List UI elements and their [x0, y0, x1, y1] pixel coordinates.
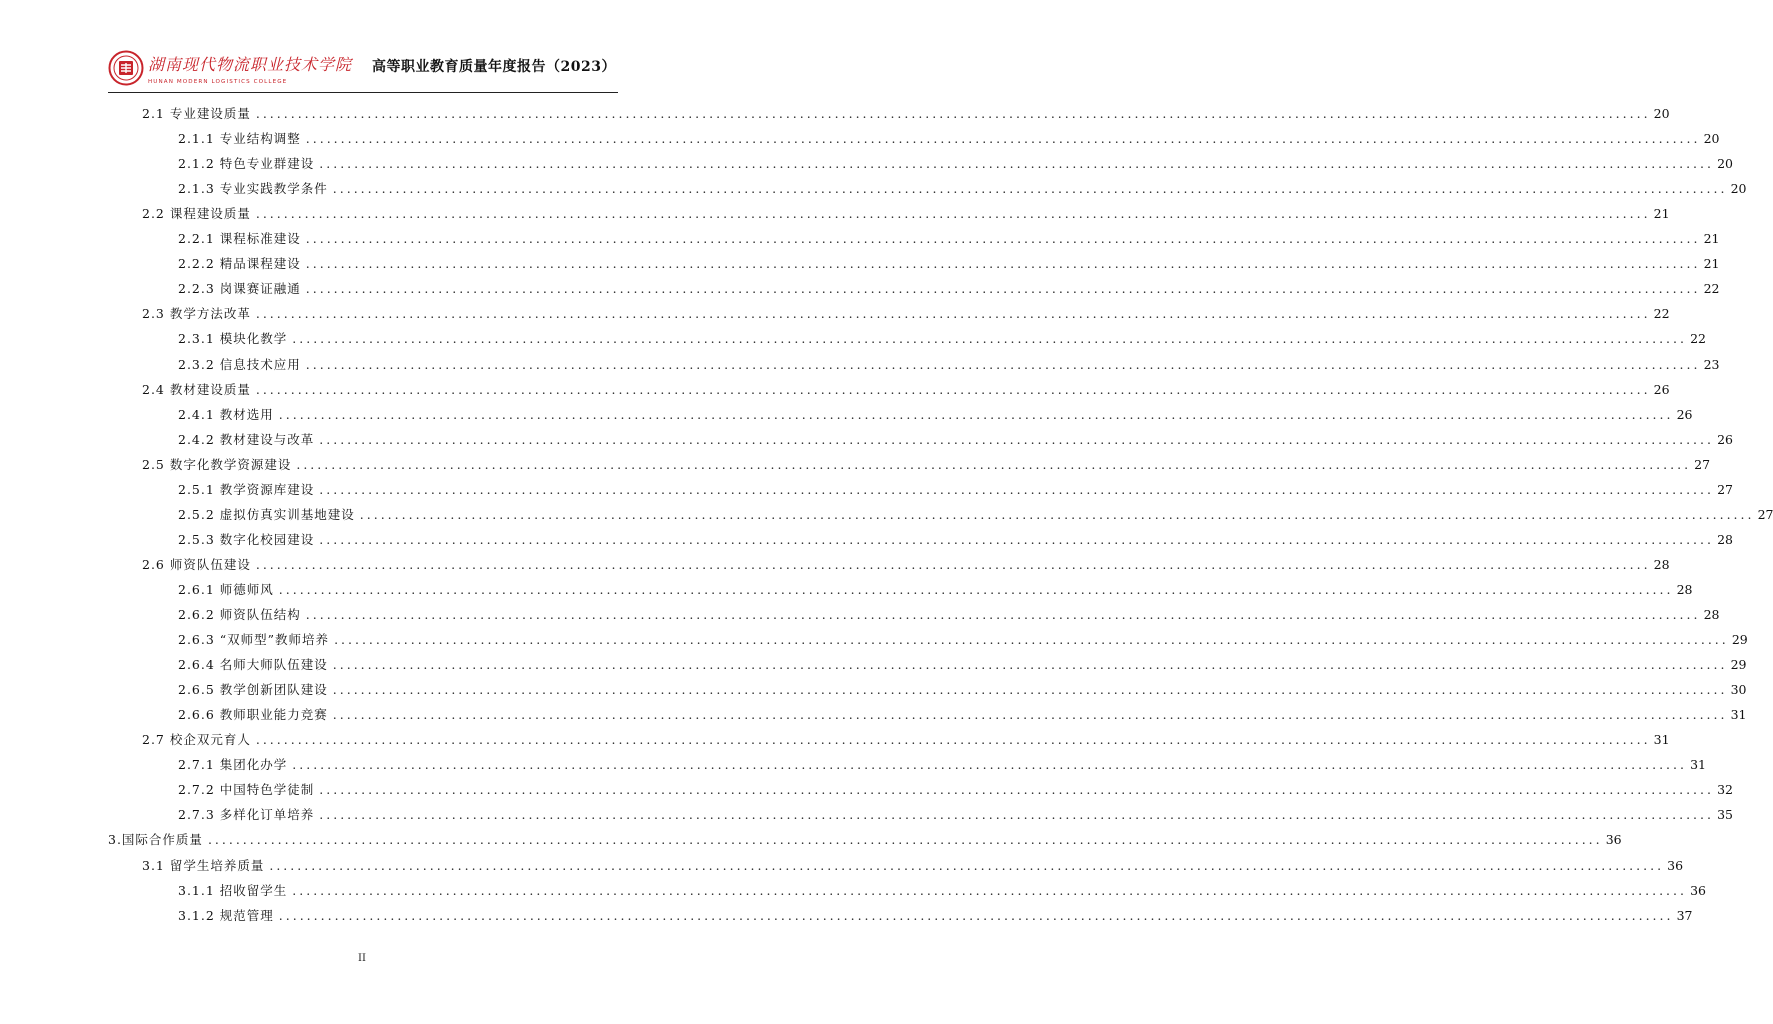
logo-text: 湖南现代物流职业技术学院 — [148, 55, 353, 74]
toc-entry-label: 2.4.2 教材建设与改革 — [178, 431, 315, 447]
toc-entry-page: 22 — [1653, 306, 1670, 322]
toc-entry-page: 30 — [1730, 682, 1747, 698]
toc-entry-label: 2.2.3 岗课赛证融通 — [178, 281, 301, 297]
toc-entry-label: 2.2 课程建设质量 — [142, 206, 251, 222]
toc-entry-page: 27 — [1717, 481, 1733, 497]
toc-entry-page: 28 — [1703, 607, 1720, 622]
toc-entry-page: 28 — [1676, 581, 1693, 597]
toc-entry-page: 21 — [1653, 206, 1670, 222]
toc-entry-page: 22 — [1690, 331, 1706, 347]
toc-entry-page: 20 — [1703, 131, 1720, 147]
toc-entry[interactable] — [178, 401, 1693, 423]
toc-entry-label: 2.6 师资队伍建设 — [142, 556, 251, 572]
toc-entry-page: 20 — [1730, 181, 1747, 197]
toc-dot-leader: ........................................................................................................................................................................................................ — [305, 131, 1701, 147]
toc-entry[interactable] — [178, 701, 1747, 723]
toc-dot-leader: ........................................................................................................................................................................................................ — [334, 632, 1729, 648]
toc-entry-page: 28 — [1653, 556, 1670, 572]
toc-entry-page: 23 — [1703, 356, 1720, 372]
toc-dot-leader: ........................................................................................................................................................................................................ — [305, 356, 1701, 372]
toc-dot-leader: ........................................................................................................................................................................................................ — [255, 556, 1651, 572]
toc-dot-leader: ........................................................................................................................................................................................................ — [332, 707, 1728, 723]
toc-entry-label: 2.5 数字化教学资源建设 — [142, 456, 292, 472]
toc-dot-leader: ........................................................................................................................................................................................................ — [319, 481, 1714, 497]
toc-entry-page: 22 — [1703, 281, 1720, 297]
toc-entry-label: 2.7.1 集团化办学 — [178, 757, 288, 773]
toc-entry[interactable] — [178, 526, 1733, 548]
toc-entry[interactable] — [178, 576, 1693, 598]
toc-entry-label: 2.3.2 信息技术应用 — [178, 356, 301, 372]
page-header — [108, 40, 618, 90]
toc-entry[interactable] — [142, 200, 1670, 222]
report-title: 高等职业教育质量年度报告（2023） — [372, 59, 616, 75]
college-logo — [108, 48, 353, 88]
toc-entry[interactable] — [178, 125, 1720, 147]
toc-entry[interactable] — [108, 826, 1622, 848]
toc-dot-leader: ........................................................................................................................................................................................................ — [207, 832, 1603, 848]
toc-entry[interactable] — [142, 100, 1670, 122]
toc-entry-label: 2.5.1 教学资源库建设 — [178, 481, 315, 497]
toc-entry-page: 21 — [1703, 256, 1720, 272]
toc-entry-page: 26 — [1653, 381, 1670, 397]
toc-entry[interactable] — [178, 325, 1706, 347]
toc-entry-label: 3.1.1 招收留学生 — [178, 882, 288, 898]
toc-entry-label: 2.6.1 师德师风 — [178, 581, 274, 597]
toc-entry-page: 35 — [1717, 807, 1733, 823]
toc-entry-page: 36 — [1605, 832, 1622, 848]
toc-entry-label: 2.2.1 课程标准建设 — [178, 231, 301, 247]
toc-dot-leader: ........................................................................................................................................................................................................ — [255, 732, 1651, 748]
toc-entry[interactable] — [142, 852, 1684, 874]
toc-dot-leader: ........................................................................................................................................................................................................ — [278, 581, 1674, 597]
toc-entry-label: 2.6.5 教学创新团队建设 — [178, 682, 328, 698]
toc-entry[interactable] — [178, 476, 1733, 498]
toc-dot-leader: ........................................................................................................................................................................................................ — [278, 406, 1674, 422]
header-divider — [108, 92, 618, 93]
toc-entry-label: 3.国际合作质量 — [108, 832, 203, 848]
toc-entry[interactable] — [178, 150, 1733, 172]
toc-entry[interactable] — [142, 726, 1670, 748]
toc-entry[interactable] — [178, 651, 1747, 673]
toc-entry-label: 2.3.1 模块化教学 — [178, 331, 288, 347]
toc-entry[interactable] — [178, 902, 1693, 924]
toc-dot-leader: ........................................................................................................................................................................................................ — [319, 431, 1714, 447]
toc-entry-label: 2.4.1 教材选用 — [178, 406, 274, 422]
toc-entry-page: 27 — [1694, 456, 1711, 472]
toc-entry-label: 2.7.3 多样化订单培养 — [178, 807, 315, 823]
toc-entry[interactable] — [178, 351, 1720, 373]
toc-entry[interactable] — [178, 275, 1720, 297]
toc-dot-leader: ........................................................................................................................................................................................................ — [319, 807, 1714, 823]
toc-entry-page: 37 — [1676, 907, 1693, 923]
toc-entry[interactable] — [178, 801, 1733, 823]
toc-entry-page: 28 — [1717, 531, 1733, 547]
toc-dot-leader: ........................................................................................................................................................................................................ — [269, 857, 1665, 873]
toc-entry-label: 2.1.1 专业结构调整 — [178, 131, 301, 147]
toc-entry-page: 26 — [1676, 406, 1693, 422]
toc-dot-leader: ........................................................................................................................................................................................................ — [292, 331, 1687, 347]
page-number: II — [358, 953, 366, 964]
toc-entry-page: 36 — [1690, 882, 1706, 898]
toc-dot-leader: ........................................................................................................................................................................................................ — [278, 907, 1674, 923]
toc-entry[interactable] — [178, 250, 1720, 272]
toc-entry-label: 2.7.2 中国特色学徒制 — [178, 782, 315, 798]
toc-dot-leader: ........................................................................................................................................................................................................ — [296, 456, 1692, 472]
toc-dot-leader: ........................................................................................................................................................................................................ — [255, 206, 1651, 222]
toc-dot-leader: ........................................................................................................................................................................................................ — [255, 306, 1651, 322]
toc-dot-leader: ........................................................................................................................................................................................................ — [305, 231, 1701, 247]
toc-entry[interactable] — [142, 451, 1711, 473]
toc-dot-leader: ........................................................................................................................................................................................................ — [255, 106, 1651, 121]
toc-dot-leader: ........................................................................................................................................................................................................ — [305, 607, 1701, 622]
toc-dot-leader: ........................................................................................................................................................................................................ — [255, 381, 1651, 397]
toc-entry[interactable] — [178, 676, 1747, 698]
toc-entry[interactable] — [178, 751, 1706, 773]
toc-entry-page: 26 — [1717, 431, 1733, 447]
toc-entry[interactable] — [178, 626, 1748, 648]
toc-entry-label: 2.6.3 “双师型”教师培养 — [178, 632, 330, 648]
toc-entry[interactable] — [142, 551, 1670, 573]
toc-entry-label: 2.5.2 虚拟仿真实训基地建设 — [178, 506, 355, 522]
toc-entry[interactable] — [142, 300, 1670, 322]
toc-entry-page: 31 — [1690, 757, 1706, 773]
toc-dot-leader: ........................................................................................................................................................................................................ — [332, 682, 1728, 698]
college-seal-icon — [110, 52, 143, 85]
toc-dot-leader: ........................................................................................................................................................................................................ — [319, 156, 1714, 172]
toc-entry[interactable] — [178, 426, 1733, 448]
toc-entry[interactable] — [178, 225, 1720, 247]
toc-dot-leader: ........................................................................................................................................................................................................ — [305, 256, 1701, 272]
toc-entry[interactable] — [178, 776, 1733, 798]
toc-entry-page: 27 — [1757, 506, 1773, 522]
toc-dot-leader: ........................................................................................................................................................................................................ — [292, 757, 1687, 773]
toc-entry-page: 21 — [1703, 231, 1720, 247]
toc-entry-page: 32 — [1717, 782, 1733, 798]
toc-entry-page: 36 — [1667, 857, 1684, 873]
toc-entry[interactable] — [142, 376, 1670, 398]
toc-entry-page: 20 — [1653, 106, 1670, 121]
toc-entry-page: 31 — [1653, 732, 1670, 748]
toc-entry-page: 20 — [1717, 156, 1733, 172]
toc-entry[interactable] — [178, 877, 1706, 899]
toc-entry-label: 2.7 校企双元育人 — [142, 732, 251, 748]
toc-entry-label: 2.2.2 精品课程建设 — [178, 256, 301, 272]
toc-entry-page: 29 — [1731, 632, 1748, 648]
toc-entry-page: 29 — [1730, 657, 1747, 673]
logo-english: HUNAN MODERN LOGISTICS COLLEGE — [148, 79, 288, 85]
toc-entry[interactable] — [178, 601, 1720, 623]
toc-entry[interactable] — [178, 175, 1747, 197]
toc-entry-label: 2.5.3 数字化校园建设 — [178, 531, 315, 547]
toc-entry-label: 2.4 教材建设质量 — [142, 381, 251, 397]
toc-entry-label: 2.6.2 师资队伍结构 — [178, 607, 301, 622]
toc-dot-leader: ........................................................................................................................................................................................................ — [292, 882, 1687, 898]
toc-entry-label: 2.3 教学方法改革 — [142, 306, 251, 322]
toc-entry[interactable] — [178, 501, 1773, 523]
toc-entry-label: 2.1.2 特色专业群建设 — [178, 156, 315, 172]
toc-entry-label: 2.6.6 教师职业能力竞赛 — [178, 707, 328, 723]
toc-entry-label: 3.1 留学生培养质量 — [142, 857, 265, 873]
toc-entry-page: 31 — [1730, 707, 1747, 723]
toc-entry-label: 2.6.4 名师大师队伍建设 — [178, 657, 328, 673]
toc-dot-leader: ........................................................................................................................................................................................................ — [319, 531, 1714, 547]
toc-entry-label: 3.1.2 规范管理 — [178, 907, 274, 923]
toc-dot-leader: ........................................................................................................................................................................................................ — [359, 506, 1755, 522]
toc-entry-label: 2.1.3 专业实践教学条件 — [178, 181, 328, 197]
toc-dot-leader: ........................................................................................................................................................................................................ — [319, 782, 1714, 798]
toc-dot-leader: ........................................................................................................................................................................................................ — [332, 657, 1728, 673]
toc-entry-label: 2.1 专业建设质量 — [142, 106, 251, 121]
toc-dot-leader: ........................................................................................................................................................................................................ — [332, 181, 1728, 197]
toc-dot-leader: ........................................................................................................................................................................................................ — [305, 281, 1701, 297]
